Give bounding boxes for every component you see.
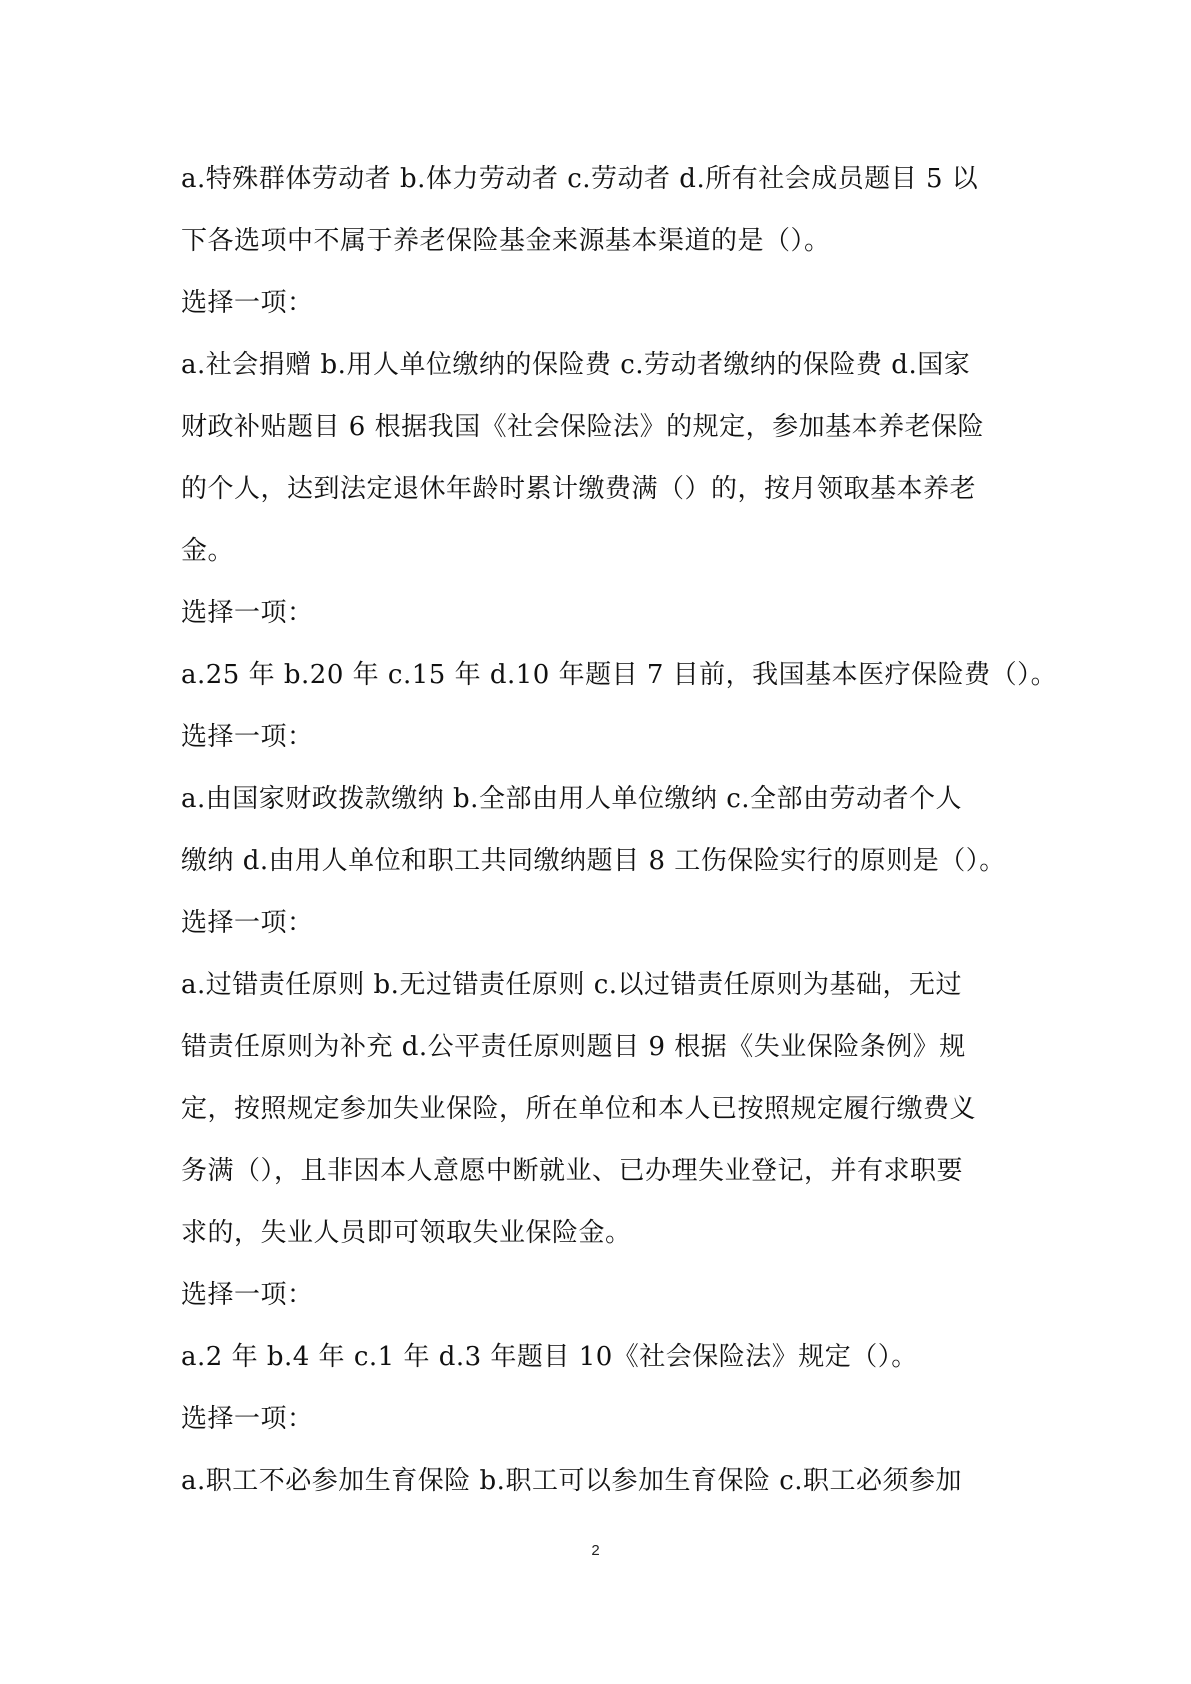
text-line: 下各选项中不属于养老保险基金来源基本渠道的是（）。 (181, 226, 831, 256)
text-line: a.25 年 b.20 年 c.15 年 d.10 年题目 7 目前，我国基本医疗保险费（）。 (181, 660, 1058, 690)
text-line: a.职工不必参加生育保险 b.职工可以参加生育保险 c.职工必须参加 (181, 1466, 963, 1496)
text-line: 财政补贴题目 6 根据我国《社会保险法》的规定，参加基本养老保险 (181, 412, 985, 442)
text-line: 选择一项： (181, 908, 314, 938)
text-line: 缴纳 d.由用人单位和职工共同缴纳题目 8 工伤保险实行的原则是（）。 (181, 846, 1006, 876)
text-line: 定，按照规定参加失业保险，所在单位和本人已按照规定履行缴费义 (181, 1094, 977, 1124)
text-line: 选择一项： (181, 722, 314, 752)
document-body (181, 148, 1058, 1512)
text-line: a.过错责任原则 b.无过错责任原则 c.以过错责任原则为基础，无过 (181, 970, 963, 1000)
text-line: 选择一项： (181, 288, 314, 318)
text-line: a.社会捐赠 b.用人单位缴纳的保险费 c.劳动者缴纳的保险费 d.国家 (181, 350, 971, 380)
text-line: a.2 年 b.4 年 c.1 年 d.3 年题目 10《社会保险法》规定（）。 (181, 1342, 918, 1372)
text-line: 选择一项： (181, 598, 314, 628)
text-line: 的个人，达到法定退休年龄时累计缴费满（）的，按月领取基本养老 (181, 474, 977, 504)
text-line: 求的，失业人员即可领取失业保险金。 (181, 1218, 632, 1248)
text-line: a.特殊群体劳动者 b.体力劳动者 c.劳动者 d.所有社会成员题目 5 以 (181, 164, 979, 194)
text-line: 选择一项： (181, 1404, 314, 1434)
page-number: 2 (591, 1542, 600, 1559)
text-line: 错责任原则为补充 d.公平责任原则题目 9 根据《失业保险条例》规 (181, 1032, 966, 1062)
text-line: 金。 (181, 536, 235, 566)
text-line: a.由国家财政拨款缴纳 b.全部由用人单位缴纳 c.全部由劳动者个人 (181, 784, 963, 814)
text-line: 务满（），且非因本人意愿中断就业、已办理失业登记，并有求职要 (181, 1156, 964, 1186)
text-line: 选择一项： (181, 1280, 314, 1310)
